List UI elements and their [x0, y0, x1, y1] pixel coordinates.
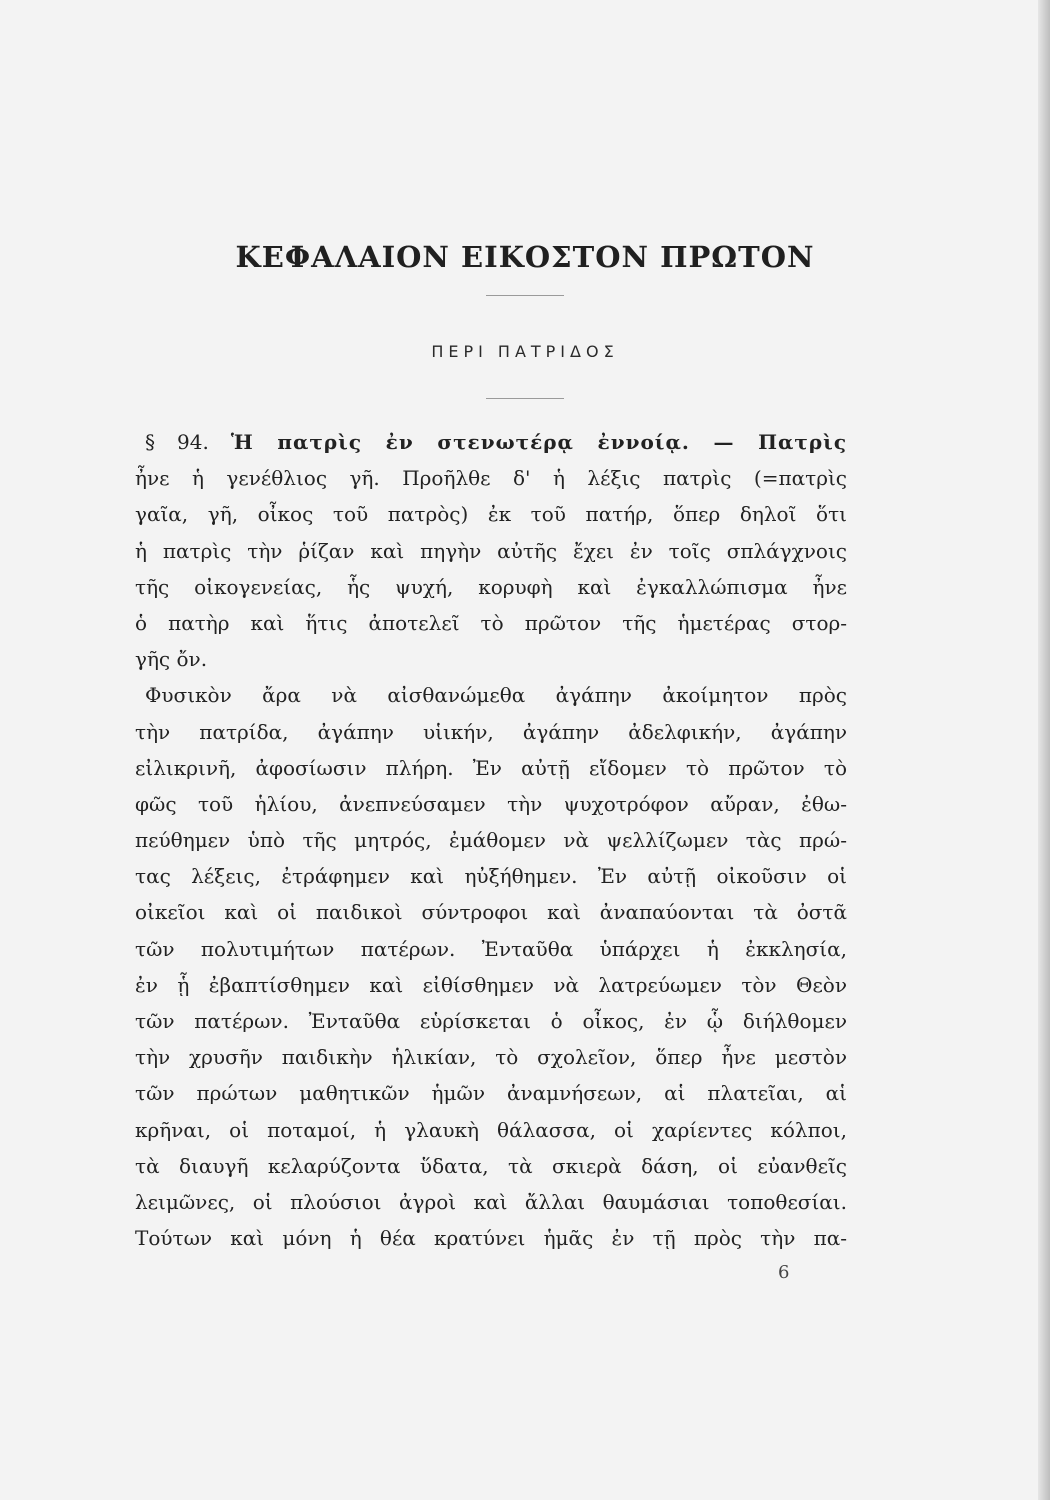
text-line: ἐν ᾗ ἐβαπτίσθημεν καὶ εἰθίσθημεν νὰ λατρεύωμεν τὸν Θεὸν	[135, 972, 847, 997]
text-line: τὰ διαυγῆ κελαρύζοντα ὕδατα, τὰ σκιερὰ δάση, οἱ εὐανθεῖς	[135, 1153, 847, 1178]
section-heading: Ἡ πατρὶς ἐν στενωτέρᾳ ἐννοίᾳ. — Πατρὶς	[230, 430, 847, 454]
text-line: οἰκεῖοι καὶ οἱ παιδικοὶ σύντροφοι καὶ ἀναπαύονται τὰ ὀστᾶ	[135, 900, 847, 925]
text-line: τῶν πατέρων. Ἐνταῦθα εὑρίσκεται ὁ οἶκος, ἐν ᾧ διήλθομεν	[135, 1009, 847, 1033]
text-line: Τούτων καὶ μόνη ἡ θέα κρατύνει ἡμᾶς ἐν τῇ πρὸς τὴν πα-	[135, 1226, 847, 1251]
text-line: τῶν πολυτιμήτων πατέρων. Ἐνταῦθα ὑπάρχει ἡ ἐκκλησία,	[135, 936, 847, 961]
paragraph-1-first-line	[135, 424, 847, 460]
divider-top	[486, 295, 564, 296]
divider-bottom	[486, 398, 564, 399]
body-text	[135, 424, 847, 1256]
text-line: ἡ πατρὶς τὴν ῥίζαν καὶ πηγὴν αὐτῆς ἔχει ἐν τοῖς σπλάγχνοις	[135, 538, 847, 563]
text-line: λειμῶνες, οἱ πλούσιοι ἀγροὶ καὶ ἄλλαι θαυμάσιαι τοποθεσίαι.	[135, 1189, 847, 1214]
text-line: τὴν χρυσῆν παιδικὴν ἡλικίαν, τὸ σχολεῖον, ὅπερ ἦνε μεστὸν	[135, 1045, 847, 1070]
text-line: γαῖα, γῆ, οἶκος τοῦ πατρὸς) ἐκ τοῦ πατήρ, ὅπερ δηλοῖ ὅτι	[135, 502, 847, 527]
text-line: τας λέξεις, ἐτράφημεν καὶ ηὐξήθημεν. Ἐν αὐτῇ οἰκοῦσιν οἱ	[135, 864, 847, 889]
text-line: φῶς τοῦ ἡλίου, ἀνεπνεύσαμεν τὴν ψυχοτρόφον αὔραν, ἐθω-	[135, 791, 847, 816]
text-line: πεύθημεν ὑπὸ τῆς μητρός, ἐμάθομεν νὰ ψελλίζωμεν τὰς πρώ-	[135, 828, 847, 853]
text-line: εἰλικρινῆ, ἀφοσίωσιν πλήρη. Ἐν αὐτῇ εἴδομεν τὸ πρῶτον τὸ	[135, 755, 847, 780]
text-line: τῆς οἰκογενείας, ἧς ψυχή, κορυφὴ καὶ ἐγκαλλώπισμα ἦνε	[135, 574, 847, 599]
section-number: § 94.	[145, 430, 209, 454]
text-line: κρῆναι, οἱ ποταμοί, ἡ γλαυκὴ θάλασσα, οἱ χαρίεντες κόλποι,	[135, 1117, 847, 1142]
chapter-title: ΚΕΦΑΛΑΙΟΝ ΕΙΚΟΣΤΟΝ ΠΡΩΤΟΝ	[235, 240, 815, 274]
section-title: ΠΕΡΙ ΠΑΤΡΙΔΟΣ	[431, 342, 619, 361]
text-line: ἦνε ἡ γενέθλιος γῆ. Προῆλθε δ' ἡ λέξις πατρὶς (=πατρὶς	[135, 466, 847, 491]
text-line: γῆς ὄν.	[135, 647, 208, 672]
text-line: τὴν πατρίδα, ἀγάπην υἱικήν, ἀγάπην ἀδελφικήν, ἀγάπην	[135, 719, 847, 744]
text-line: τῶν πρώτων μαθητικῶν ἡμῶν ἀναμνήσεων, αἱ πλατεῖαι, αἱ	[135, 1081, 847, 1106]
page-edge-shadow	[1038, 0, 1050, 1500]
text-line: Φυσικὸν ἄρα νὰ αἰσθανώμεθα ἀγάπην ἀκοίμητον πρὸς	[145, 683, 847, 708]
text-line: ὁ πατὴρ καὶ ἥτις ἀποτελεῖ τὸ πρῶτον τῆς ἡμετέρας στορ-	[135, 610, 847, 635]
signature-mark: 6	[778, 1262, 790, 1283]
